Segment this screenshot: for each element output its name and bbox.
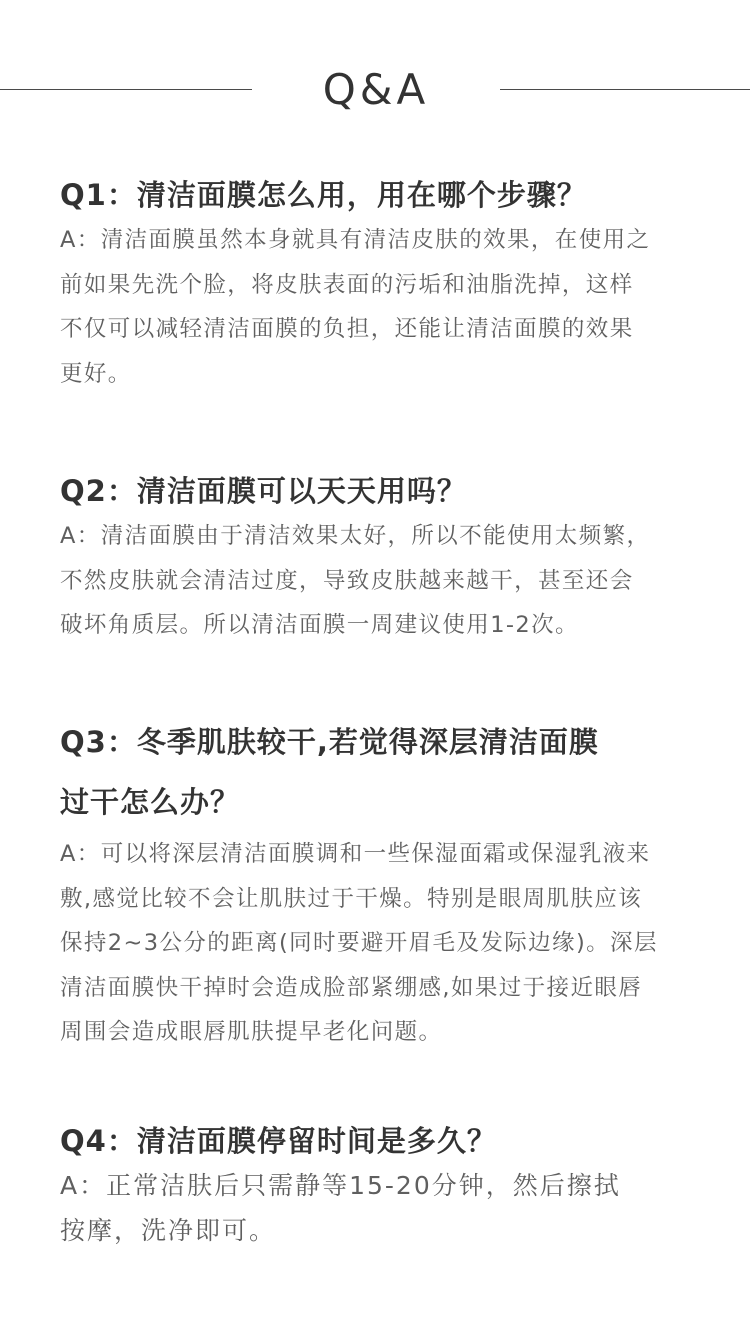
qa-item-2 xyxy=(60,468,720,648)
qa-item-4 xyxy=(60,1118,720,1253)
question-line: 过干怎么办？ xyxy=(60,785,241,819)
answer-line: 保持2~3公分的距离(同时要避开眉毛及发际边缘)。深层 xyxy=(60,930,658,956)
answer-line: 不然皮肤就会清洁过度，导致皮肤越来越干，甚至还会 xyxy=(60,567,634,594)
answer-2 xyxy=(60,514,720,648)
question-line: Q3：冬季肌肤较干,若觉得深层清洁面膜 xyxy=(60,725,599,759)
answer-line: 清洁面膜快干掉时会造成脸部紧绷感,如果过于接近眼唇 xyxy=(60,974,643,1001)
answer-line: 按摩，洗净即可。 xyxy=(60,1215,277,1245)
answer-line: 破坏角质层。所以清洁面膜一周建议使用1-2次。 xyxy=(60,612,579,638)
answer-3 xyxy=(60,832,720,1055)
question-2: Q2：清洁面膜可以天天用吗？ xyxy=(60,474,467,508)
answer-line: 敷,感觉比较不会让肌肤过于干燥。特别是眼周肌肤应该 xyxy=(60,885,643,912)
answer-line: A：可以将深层清洁面膜调和一些保湿面霜或保湿乳液来 xyxy=(60,841,651,867)
answer-line: 周围会造成眼唇肌肤提早老化问题。 xyxy=(60,1019,443,1045)
answer-line: A：正常洁肤后只需静等15-20分钟，然后擦拭 xyxy=(60,1171,621,1200)
answer-line: A：清洁面膜由于清洁效果太好，所以不能使用太频繁， xyxy=(60,523,651,549)
qa-item-1 xyxy=(60,172,720,396)
answer-line: 前如果先洗个脸，将皮肤表面的污垢和油脂洗掉，这样 xyxy=(60,271,634,298)
qa-header xyxy=(0,60,750,120)
header-divider-right xyxy=(500,89,750,90)
question-3 xyxy=(60,712,720,832)
question-1: Q1：清洁面膜怎么用，用在哪个步骤？ xyxy=(60,178,587,212)
answer-line: 更好。 xyxy=(60,360,132,387)
answer-1 xyxy=(60,218,720,396)
page-title: Q&A xyxy=(322,65,430,114)
question-4: Q4：清洁面膜停留时间是多久？ xyxy=(60,1124,497,1158)
header-divider-left xyxy=(0,89,252,90)
qa-item-3 xyxy=(60,712,720,1055)
answer-line: 不仅可以减轻清洁面膜的负担，还能让清洁面膜的效果 xyxy=(60,316,634,342)
answer-line: A：清洁面膜虽然本身就具有清洁皮肤的效果，在使用之 xyxy=(60,227,651,253)
answer-4 xyxy=(60,1164,720,1253)
